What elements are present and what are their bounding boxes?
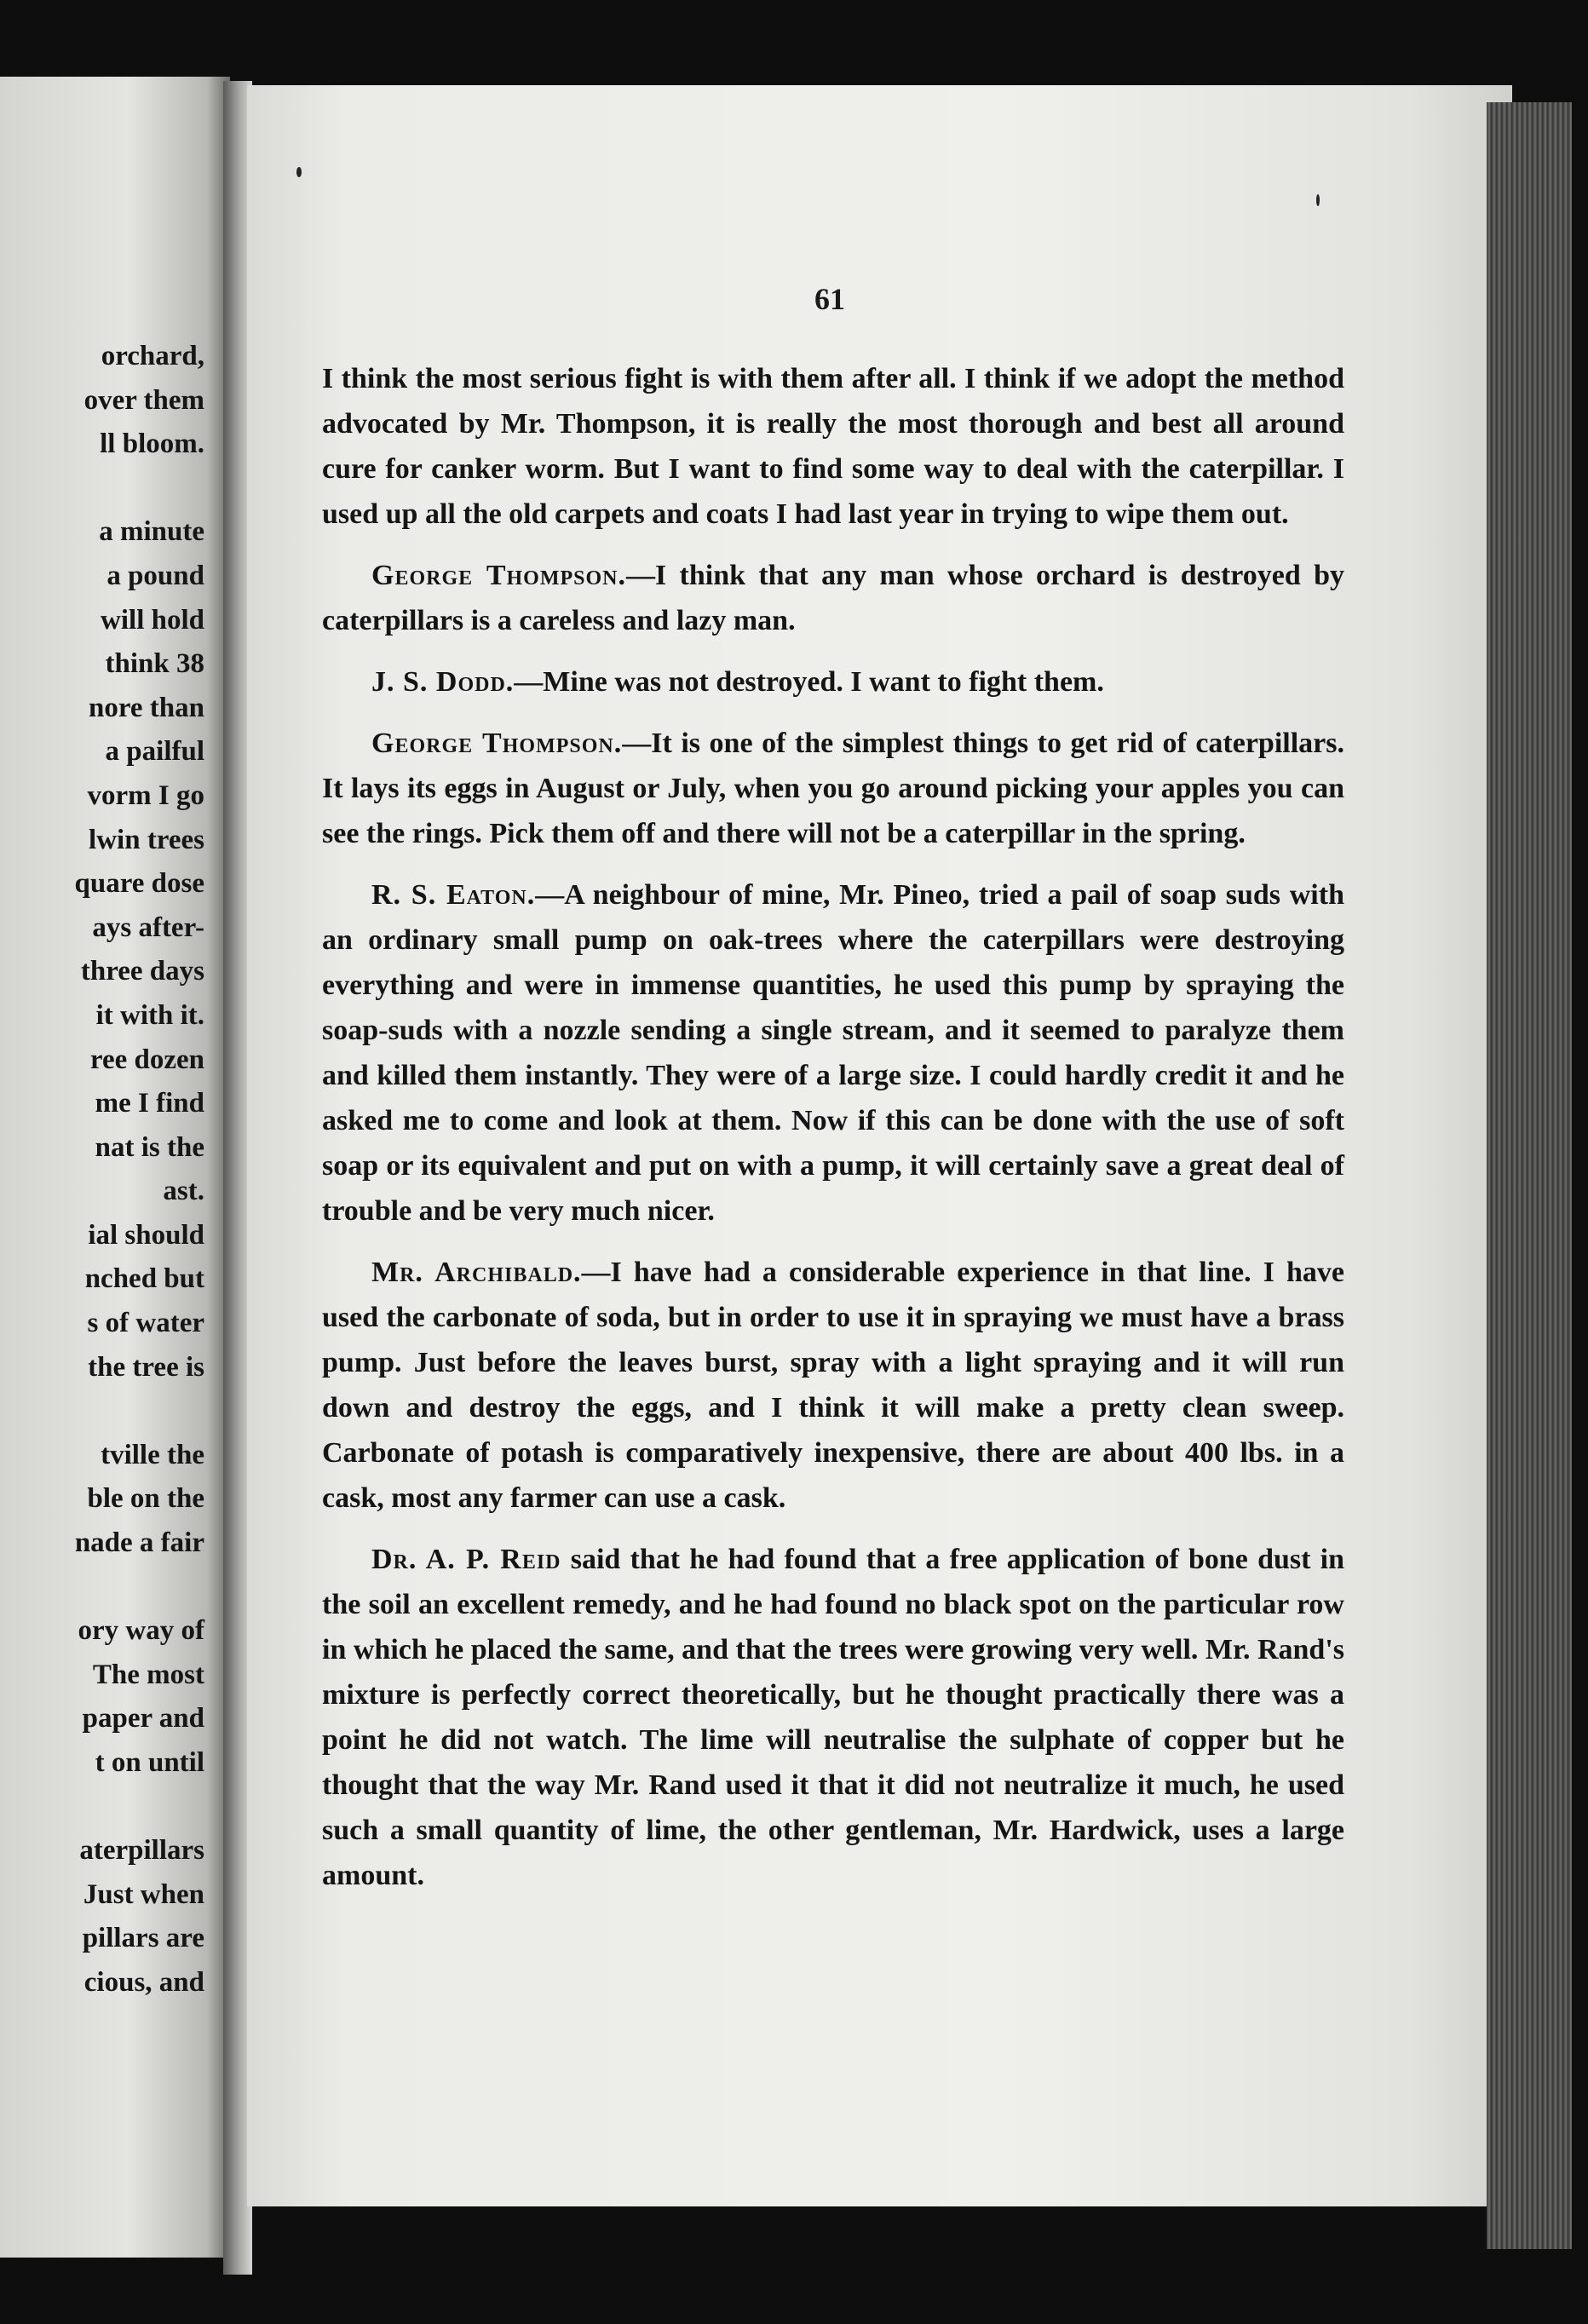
left-line: nade a fair: [74, 1527, 204, 1559]
left-line: nched but: [84, 1263, 204, 1295]
document-body: [322, 356, 1344, 1914]
paragraph-text: —Mine was not destroyed. I want to fight them.: [514, 666, 1104, 698]
left-line: it with it.: [95, 999, 204, 1031]
speaker-name: R. S. Eaton.: [371, 879, 536, 911]
paragraph: [322, 1250, 1344, 1521]
left-line: ial should: [88, 1219, 204, 1251]
page-number: 61: [814, 282, 845, 316]
left-line: [75, 1566, 205, 1610]
left-line: the tree is: [88, 1351, 204, 1383]
left-line: ays after-: [92, 912, 204, 943]
left-line: three days: [80, 956, 204, 987]
speaker-name: George Thompson.: [371, 560, 626, 591]
left-line: quare dose: [74, 868, 204, 900]
left-line: [75, 1786, 205, 1830]
speaker-name: George Thompson.: [371, 728, 623, 759]
paragraph-text: —I think that any man whose orchard is destroyed by caterpillars is a careless and lazy man.: [322, 560, 1344, 636]
left-line: Just when: [83, 1878, 204, 1910]
paragraph: [322, 553, 1344, 643]
left-line: [75, 1389, 205, 1434]
speaker-name: Dr. A. P. Reid: [371, 1544, 561, 1575]
left-line: s of water: [87, 1308, 204, 1339]
left-line: ree dozen: [89, 1044, 204, 1075]
left-line: orchard,: [101, 341, 204, 371]
left-line: think 38: [105, 648, 204, 680]
left-line: paper and: [82, 1703, 204, 1734]
left-page-text: [75, 335, 205, 2005]
page-edges: [1487, 102, 1572, 2249]
left-line: ory way of: [78, 1615, 204, 1647]
ink-speck: [1316, 194, 1320, 206]
left-line: ast.: [163, 1176, 204, 1207]
left-line: t on until: [95, 1747, 204, 1778]
left-line: a pailful: [105, 736, 204, 768]
left-line: nat is the: [95, 1131, 204, 1163]
left-line: will hold: [101, 604, 204, 636]
left-line: cious, and: [83, 1966, 204, 1998]
paragraph: [322, 872, 1344, 1234]
paragraph-text: I think the most serious fight is with them after all. I think if we adopt the method advocated by Mr. Thompson, it is really the most thorough and best all around cure for canker worm. But I want to find some way to deal with the caterpillar. I used up all the old carpets and coats I had last year in trying to wipe them out.: [322, 363, 1344, 530]
ink-speck: [296, 167, 302, 177]
left-page: [0, 77, 230, 2258]
left-line: over them: [83, 384, 204, 416]
left-line: ll bloom.: [100, 429, 204, 460]
left-line: [75, 467, 205, 511]
left-line: The most: [92, 1659, 204, 1690]
left-line: tville the: [101, 1439, 204, 1470]
left-line: lwin trees: [89, 824, 204, 855]
paragraph: [322, 1537, 1344, 1898]
left-line: ble on the: [87, 1483, 204, 1515]
speaker-name: J. S. Dodd.: [371, 666, 515, 698]
paragraph-text: —It is one of the simplest things to get rid of caterpillars. It lays its eggs in August or July, when you go around picking your apples you can see the rings. Pick them off and there will not be a caterpillar in the spring.: [322, 728, 1344, 849]
paragraph: [322, 721, 1344, 856]
left-line: nore than: [89, 692, 204, 723]
left-line: a minute: [99, 516, 204, 548]
left-line: aterpillars: [79, 1835, 204, 1867]
left-line: pillars are: [82, 1923, 204, 1954]
left-line: me I find: [95, 1088, 204, 1119]
paragraph: [322, 356, 1344, 537]
paragraph: [322, 659, 1344, 705]
left-line: a pound: [106, 560, 204, 591]
paragraph-text: —I have had a considerable experience in that line. I have used the carbonate of soda, but in order to use it in spraying we must have a brass pump. Just before the leaves burst, spray with a light spraying and it will run down and destroy the eggs, and I think it will make a pretty clean sweep. Carbonate of potash is comparatively inexpensive, there are about 400 lbs. in a cask, most any farmer can use a cask.: [322, 1257, 1345, 1514]
left-line: vorm I go: [87, 779, 204, 811]
paragraph-text: —A neighbour of mine, Mr. Pineo, tried a pail of soap suds with an ordinary small pump on oak-trees where the caterpillars were destroying everything and were in immense quantities, he used this pump by spraying the soap-suds with a nozzle sending a single stream, and it seemed to paralyze them and killed them instantly. They were of a large size. I could hardly credit it and he asked me to come and look at them. Now if this can be done with the use of soft soap or its equivalent and put on with a pump, it will certainly save a great deal of trouble and be very much nicer.: [322, 879, 1344, 1227]
speaker-name: Mr. Archibald.: [371, 1257, 582, 1288]
paragraph-text: said that he had found that a free application of bone dust in the soil an excellent remedy, and he had found no black spot on the particular row in which he placed the same, and that the trees were growing very well. Mr. Rand's mixture is perfectly correct theoretically, but he thought practically there was a point he did not watch. The lime will neutralise the sulphate of copper but he thought that the way Mr. Rand used it that it did not neutralize it much, he used such a small quantity of lime, the other gentleman, Mr. Hardwick, uses a large amount.: [322, 1544, 1345, 1891]
